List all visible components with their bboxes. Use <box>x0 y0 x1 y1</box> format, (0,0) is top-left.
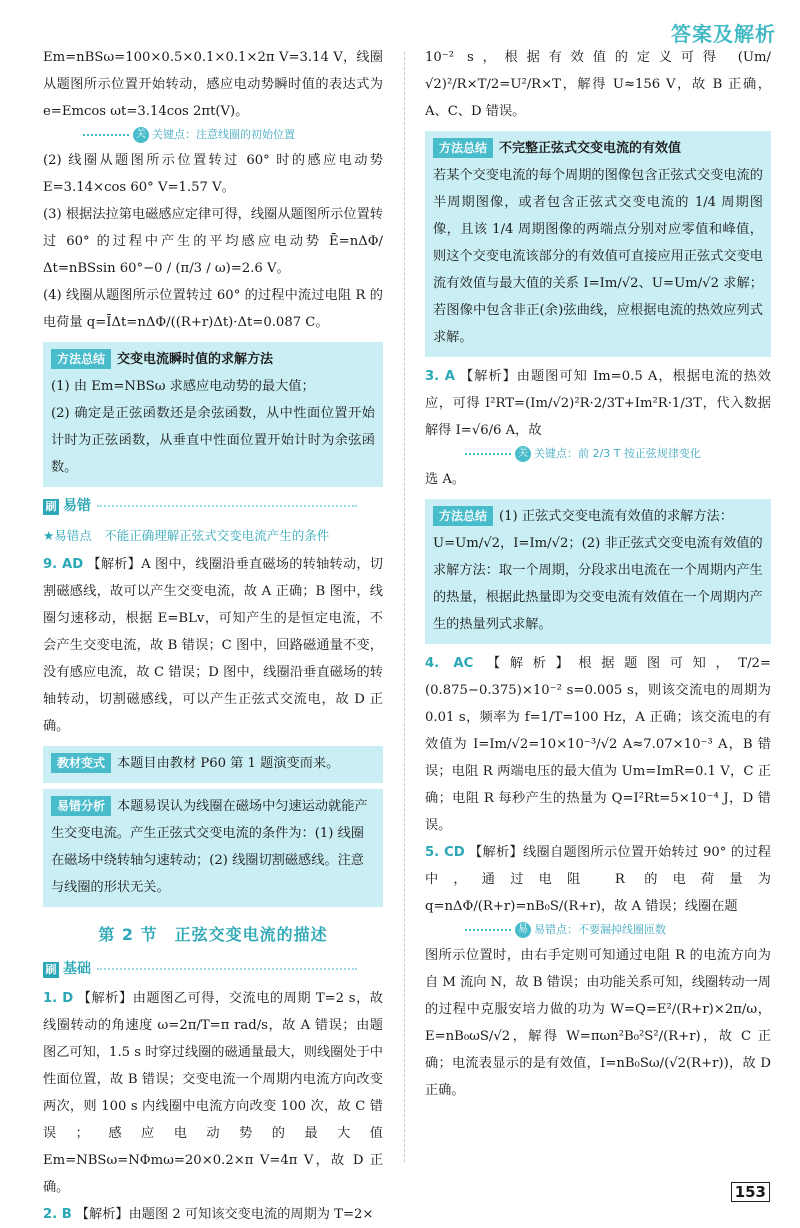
box-tag: 方法总结 <box>433 138 493 158</box>
solution-paragraph: Em=nBSω=100×0.5×0.1×0.1×2π V=3.14 V，线圈从题图所示位置开始转动，感应电动势瞬时值的表达式为 e=Emcos ωt=3.14cos 2πt(V)。 <box>43 50 383 119</box>
method-summary-box: 方法总结 (1) 正弦式交变电流有效值的求解方法：U=Um/√2，I=Im/√2；(2) 非正弦式交变电流有效值的求解方法：取一个周期，分段求出电流在一个周期内产生的热量，根据此热量即为交变电流有效值在一个周期内产生的热量列式求解。 <box>425 499 771 644</box>
box-tag: 易错分析 <box>51 796 111 816</box>
question-4: 4. AC 【解析】根据题图可知，T/2=(0.875−0.375)×10⁻² s=0.005 s，则该交流电的周期为 0.01 s，频率为 f=1/T=100 Hz，A 正确；该交流电的有效值为 I=Im/√2=10×10⁻³/√2 A≈7.07×10⁻³ A，B 错误；电阻 R 两端电压的最大值为 Um=ImR=0.1 V，C 正确；电阻 R 每秒产生的热量为 Q=I²Rt=5×10⁻⁴ J，D 错误。 <box>425 656 771 833</box>
box-line: (1) 由 Em=NBSω 求感应电动势的最大值； <box>51 379 315 394</box>
box-title: 交变电流瞬时值的求解方法 <box>117 352 274 367</box>
wave-decoration <box>83 134 129 136</box>
section-heading-mistakes: 刷 易错 <box>43 493 383 520</box>
textbook-variant-box: 教材变式 本题目由教材 P60 第 1 题演变而来。 <box>43 746 383 783</box>
key-icon: 关 <box>133 127 149 143</box>
dotted-line <box>97 968 357 970</box>
page-number: 153 <box>731 1182 770 1202</box>
mistake-note: 易 易错点：不要漏掉线圈匝数 <box>465 920 771 940</box>
solution-paragraph: 10⁻² s，根据有效值的定义可得 (Um/√2)²/R×T/2=U²/R×T，解得 U≈156 V，故 B 正确，A、C、D 错误。 <box>425 50 771 119</box>
question-1: 1. D 【解析】由题图乙可得，交流电的周期 T=2 s，故线圈转动的角速度 ω=2π/T=π rad/s，故 A 错误；由题图乙可知，1.5 s 时穿过线圈的磁通量最大，则线圈处于中性面位置，故 B 错误；交变电流一个周期内电流方向改变两次，则 100 s 内线圈中电流方向改变 100 次，故 C 错误；感应电动势的最大值 Em=NBSω=NΦmω=20×0.2×π V=4π V，故 D 正确。 <box>43 991 383 1195</box>
section-heading-basics: 刷 基础 <box>43 956 383 983</box>
brush-icon: 刷 <box>43 962 59 978</box>
solution-paragraph: 选 A。 <box>425 472 466 487</box>
method-summary-box <box>43 342 383 487</box>
mistake-point: ★易错点 不能正确理解正弦式交变电流产生的条件 <box>43 528 330 543</box>
brush-icon: 刷 <box>43 499 59 515</box>
section-title: 第 2 节 正弦交变电流的描述 <box>98 925 328 944</box>
key-point-note: 关 关键点：前 2/3 T 按正弦规律变化 <box>465 444 771 464</box>
solution-paragraph: (2) 线圈从题图所示位置转过 60° 时的感应电动势 E=3.14×cos 60° V=1.57 V。 <box>43 153 383 195</box>
box-title: 不完整正弦式交变电流的有效值 <box>499 141 682 156</box>
box-tag: 教材变式 <box>51 753 111 773</box>
question-2: 2. B 【解析】由题图 2 可知该交变电流的周期为 T=2× <box>43 1207 374 1222</box>
question-3: 3. A 【解析】由题图可知 Im=0.5 A，根据电流的热效应，可得 I²RT=(Im/√2)²R·2/3T+Im²R·1/3T，代入数据解得 I=√6/6 A，故 <box>425 369 771 438</box>
left-column <box>43 44 383 1228</box>
solution-paragraph: (4) 线圈从题图所示位置转过 60° 的过程中流过电阻 R 的电荷量 q=ĪΔt=nΔΦ/((R+r)Δt)·Δt=0.087 C。 <box>43 288 383 330</box>
key-icon: 关 <box>515 446 531 462</box>
solution-paragraph: 图所示位置时，由右手定则可知通过电阻 R 的电流方向为自 M 流向 N，故 B 错误；由功能关系可知，线圈转动一周的过程中克服安培力做的功为 W=Q=E²/(R+r)×2π/ω，E=nB₀ωS/√2，解得 W=πωn²B₀²S²/(R+r)，故 C 正确；电流表显示的是有效值，I=nB₀Sω/(√2(R+r))，故 D 正确。 <box>425 948 771 1098</box>
method-summary-box <box>425 131 771 357</box>
column-divider <box>404 52 405 1162</box>
box-line: (2) 确定是正弦函数还是余弦函数，从中性面位置开始计时为正弦函数，从垂直中性面位置开始计时为余弦函数。 <box>51 406 375 475</box>
question-5: 5. CD 【解析】线圈自题图所示位置开始转过 90° 的过程中，通过电阻 R 的电荷量为 q=nΔΦ/(R+r)=nB₀S/(R+r)，故 A 错误；线圈在题 <box>425 845 771 914</box>
box-tag: 方法总结 <box>433 506 493 526</box>
wave-decoration <box>465 929 511 931</box>
section-header: 答案及解析 <box>671 22 776 46</box>
solution-paragraph: (3) 根据法拉第电磁感应定律可得，线圈从题图所示位置转过 60° 的过程中产生的平均感应电动势 Ē=nΔΦ/Δt=nBSsin 60°−0 / (π/3 / ω)=2.6 V。 <box>43 207 383 276</box>
question-9: 9. AD 【解析】A 图中，线圈沿垂直磁场的转轴转动，切割磁感线，故可以产生交变电流，故 A 正确；B 图中，线圈匀速移动，根据 E=BLv，可知产生的是恒定电流，不会产生交变电流，故 B 错误；C 图中，回路磁通量不变，没有感应电流，故 C 错误；D 图中，线圈沿垂直磁场的转轴转动，切割磁感线，可以产生正弦式交流电，故 D 正确。 <box>43 557 383 734</box>
wave-decoration <box>465 453 511 455</box>
right-column <box>425 44 771 1104</box>
dotted-line <box>97 505 357 507</box>
key-icon: 易 <box>515 922 531 938</box>
key-point-note: 关 关键点：注意线圈的初始位置 <box>83 125 383 145</box>
box-tag: 方法总结 <box>51 349 111 369</box>
mistake-analysis-box: 易错分析 本题易误认为线圈在磁场中匀速运动就能产生交变电流。产生正弦式交变电流的条件为：(1) 线圈在磁场中绕转轴匀速转动；(2) 线圈切割磁感线。注意与线圈的形状无关。 <box>43 789 383 907</box>
box-line: 若某个交变电流的每个周期的图像包含正弦式交变电流的半周期图像，或者包含正弦式交变电流的 1/4 周期图像，且该 1/4 周期图像的两端点分别对应零值和峰值，则这个交变电流该部分的有效值可直接应用正弦式交变电流有效值与最大值的关系 I=Im/√2、U=Um/√2 求解；若图像中包含非正(余)弦曲线，应根据电流的热效应列式求解。 <box>433 168 763 345</box>
